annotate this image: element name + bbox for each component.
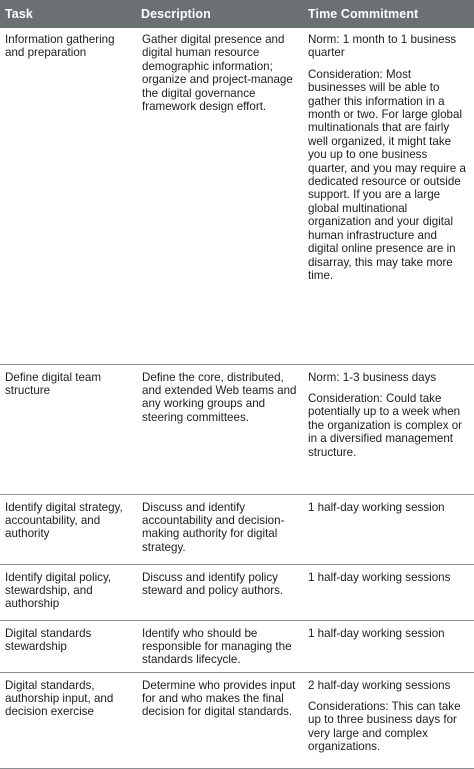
time-norm: Norm: 1 month to 1 business quarter: [308, 33, 457, 60]
task-cell: Information gathering and preparation: [0, 28, 136, 364]
table-row: [0, 28, 474, 364]
time-norm: 1 half-day working session: [308, 626, 445, 640]
time-consideration: Consideration: Could take potentially up to a week when the organization is complex or in a diversified management structure.: [308, 391, 463, 459]
time-cell: [303, 364, 474, 494]
task-cell: Define digital team structure: [0, 364, 136, 494]
task-cell: Identify digital strategy, accountability, and authority: [0, 494, 136, 564]
time-cell: [303, 28, 474, 364]
time-norm: 2 half-day working sessions: [308, 678, 451, 692]
description-cell: Define the core, distributed, and extended Web teams and any working groups and steering committees.: [136, 364, 303, 494]
time-cell: [303, 672, 474, 768]
time-norm: 1 half-day working sessions: [308, 570, 451, 584]
description-cell: Identify who should be responsible for managing the standards lifecycle.: [136, 620, 303, 672]
header-description: Description: [136, 0, 303, 28]
description-cell: Determine who provides input for and who makes the final decision for digital standards.: [136, 672, 303, 768]
time-cell: [303, 620, 474, 672]
description-cell: Discuss and identify accountability and decision-making authority for digital strategy.: [136, 494, 303, 564]
header-row: [0, 0, 474, 28]
time-cell: [303, 564, 474, 620]
task-cell: Digital standards stewardship: [0, 620, 136, 672]
task-cell: Identify digital policy, stewardship, and authorship: [0, 564, 136, 620]
time-consideration: Consideration: Most businesses will be able to gather this information in a month or two. For large global multinationals that are fairly well organized, it might take you up to one business quarter, and you may require a dedicated resource or outside support. If you are a large global multinational organization and your digital human infrastructure and digital online presence are in disarray, this may take more time.: [308, 67, 466, 282]
table-row: [0, 494, 474, 564]
header-task: Task: [0, 0, 136, 28]
time-norm: 1 half-day working session: [308, 500, 445, 514]
table-row: [0, 672, 474, 768]
task-cell: Digital standards, authorship input, and decision exercise: [0, 672, 136, 768]
time-cell: [303, 494, 474, 564]
header-time-commitment: Time Commitment: [303, 0, 474, 28]
description-cell: Discuss and identify policy steward and policy authors.: [136, 564, 303, 620]
table-row: [0, 564, 474, 620]
description-cell: Gather digital presence and digital human resource demographic information; organize and project-manage the digital governance framework design effort.: [136, 28, 303, 364]
time-consideration: Considerations: This can take up to three business days for very large and complex organizations.: [308, 699, 461, 754]
time-norm: Norm: 1-3 business days: [308, 370, 437, 384]
table-row: [0, 620, 474, 672]
table-row: [0, 364, 474, 494]
